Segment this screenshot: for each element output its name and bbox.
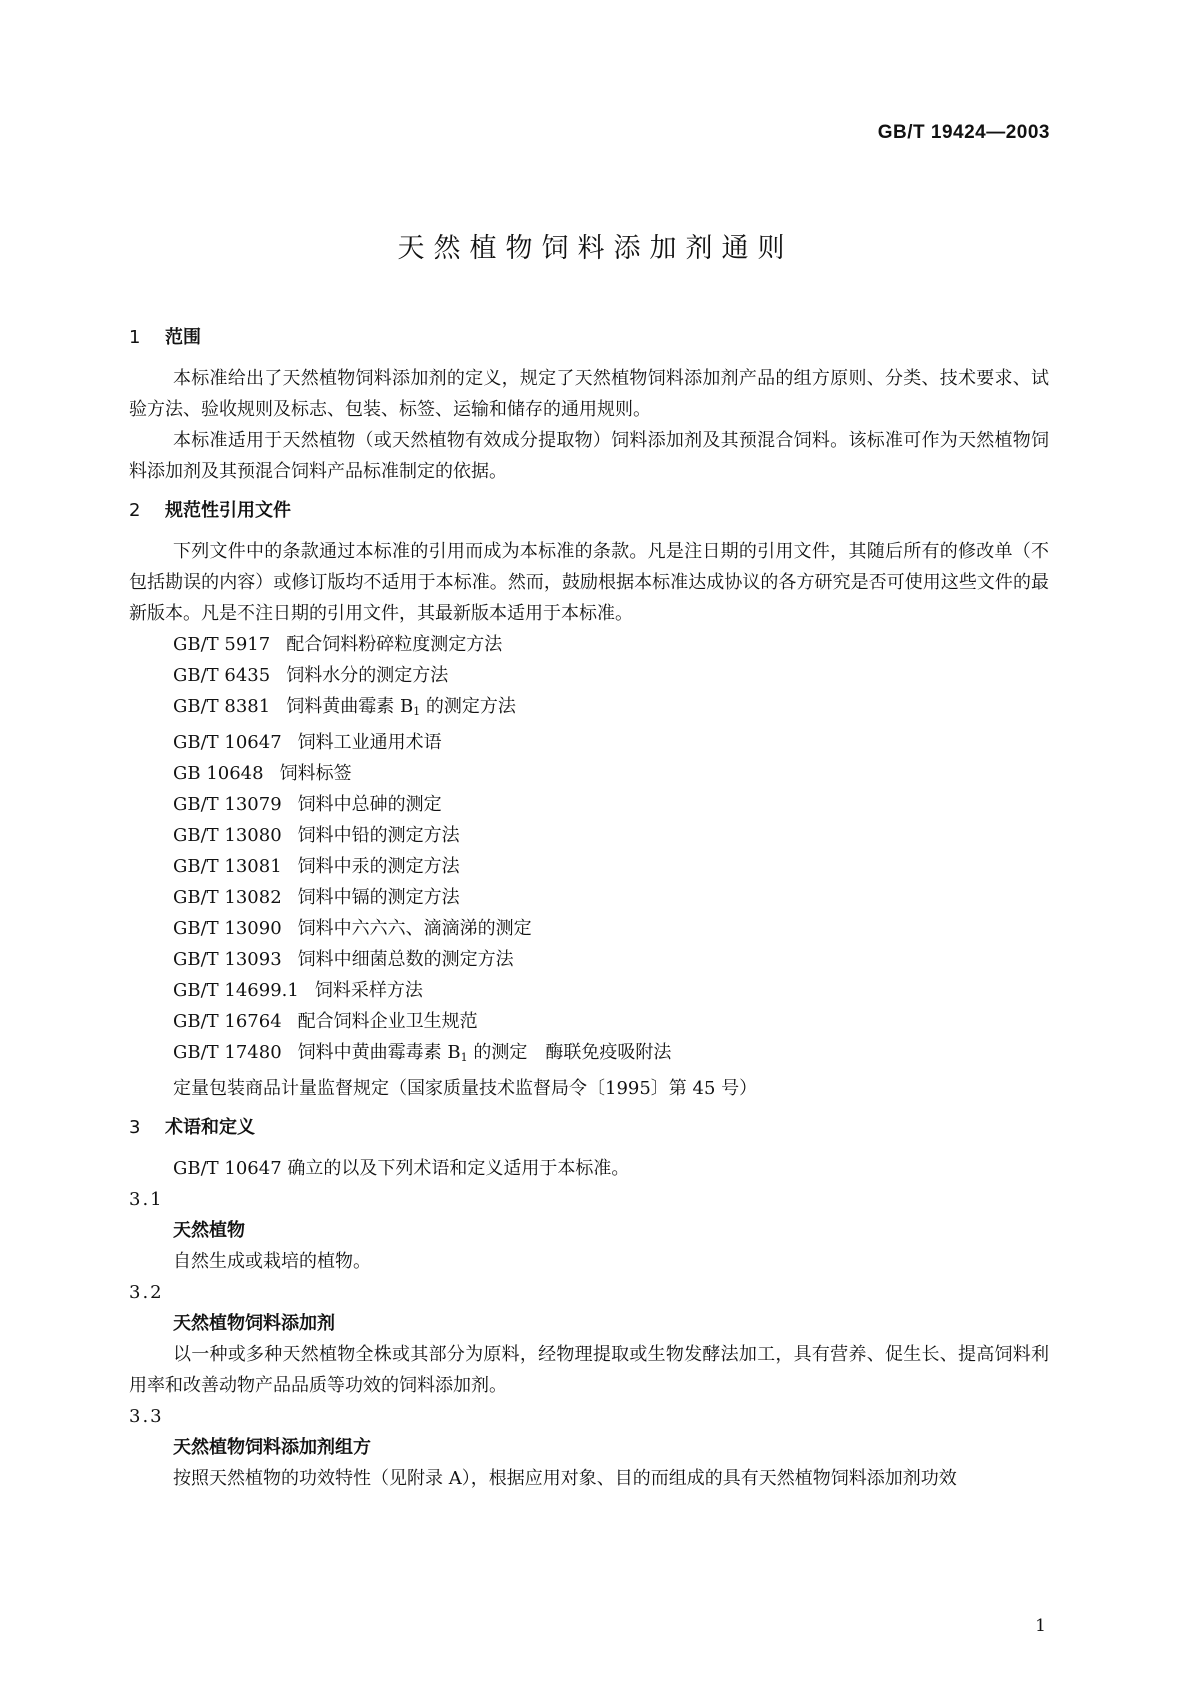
- reference-title: 饲料采样方法: [314, 980, 423, 1001]
- clause-number: 3.2: [129, 1282, 164, 1303]
- term-definition: 按照天然植物的功效特性（见附录 A），根据应用对象、目的而组成的具有天然植物饲料添加剂功效: [173, 1468, 957, 1489]
- paragraph: GB/T 10647 确立的以及下列术语和定义适用于本标准。: [173, 1158, 630, 1179]
- reference-code: GB/T 13093: [173, 949, 282, 970]
- reference-code: GB/T 8381: [173, 696, 271, 717]
- reference-title-rest: 的测定 酶联免疫吸附法: [467, 1042, 672, 1063]
- subscript: 1: [460, 1051, 468, 1064]
- reference-item: [129, 727, 1049, 758]
- term-entry: [129, 1184, 1049, 1277]
- section-1-heading: [129, 322, 1049, 353]
- reference-code: GB/T 5917: [173, 634, 271, 655]
- reference-title: 饲料中铅的测定方法: [297, 825, 460, 846]
- reference-item: [129, 851, 1049, 882]
- reference-code: GB/T 16764: [173, 1011, 282, 1032]
- reference-code: GB/T 10647: [173, 732, 282, 753]
- reference-item: [129, 660, 1049, 691]
- reference-code: GB/T 6435: [173, 665, 271, 686]
- reference-title: 饲料水分的测定方法: [286, 665, 449, 686]
- reference-title: 饲料中细菌总数的测定方法: [297, 949, 514, 970]
- reference-item: [129, 975, 1049, 1006]
- section-3-heading: [129, 1112, 1049, 1143]
- reference-regulation: 定量包装商品计量监督规定（国家质量技术监督局令〔1995〕第 45 号）: [173, 1078, 758, 1099]
- clause-number: 3.3: [129, 1406, 164, 1427]
- reference-code: GB 10648: [173, 763, 264, 784]
- page-number: 1: [1035, 1616, 1046, 1636]
- standard-code: GB/T 19424—2003: [877, 122, 1050, 143]
- reference-code: GB/T 13090: [173, 918, 282, 939]
- reference-item: [129, 1037, 1049, 1073]
- paragraph: 本标准适用于天然植物（或天然植物有效成分提取物）饲料添加剂及其预混合饲料。该标准可作为天然植物饲料添加剂及其预混合饲料产品标准制定的依据。: [129, 430, 1049, 482]
- section-number: 3: [129, 1117, 141, 1138]
- reference-item: [129, 944, 1049, 975]
- document-title: 天然植物饲料添加剂通则: [397, 233, 794, 264]
- normative-reference-list: [129, 629, 1049, 1104]
- term-name: 天然植物饲料添加剂: [173, 1313, 335, 1334]
- term-definition: 以一种或多种天然植物全株或其部分为原料，经物理提取或生物发酵法加工，具有营养、促生长、提高饲料利用率和改善动物产品品质等功效的饲料添加剂。: [129, 1344, 1049, 1396]
- reference-title: 饲料中黄曲霉毒素 B: [297, 1042, 461, 1063]
- document-body: [129, 322, 1049, 1494]
- reference-item: [129, 629, 1049, 660]
- reference-code: GB/T 14699.1: [173, 980, 299, 1001]
- term-name: 天然植物饲料添加剂组方: [173, 1437, 371, 1458]
- term-entry: [129, 1401, 1049, 1494]
- reference-title: 饲料工业通用术语: [297, 732, 442, 753]
- reference-item: [129, 820, 1049, 851]
- reference-code: GB/T 13081: [173, 856, 282, 877]
- reference-title: 饲料中总砷的测定: [297, 794, 442, 815]
- paragraph: 本标准给出了天然植物饲料添加剂的定义，规定了天然植物饲料添加剂产品的组方原则、分类、技术要求、试验方法、验收规则及标志、包装、标签、运输和储存的通用规则。: [129, 368, 1049, 420]
- section-title: 范围: [165, 327, 201, 348]
- paragraph: 下列文件中的条款通过本标准的引用而成为本标准的条款。凡是注日期的引用文件，其随后所有的修改单（不包括勘误的内容）或修订版均不适用于本标准。然而，鼓励根据本标准达成协议的各方研究是否可使用这些文件的最新版本。凡是不注日期的引用文件，其最新版本适用于本标准。: [129, 541, 1049, 624]
- term-entry: [129, 1277, 1049, 1401]
- section-2-heading: [129, 495, 1049, 526]
- section-title: 术语和定义: [165, 1117, 255, 1138]
- reference-title: 饲料中镉的测定方法: [297, 887, 460, 908]
- subscript: 1: [413, 705, 421, 718]
- reference-item: [129, 882, 1049, 913]
- reference-item: [129, 1006, 1049, 1037]
- section-title: 规范性引用文件: [165, 500, 291, 521]
- reference-title: 配合饲料粉碎粒度测定方法: [286, 634, 503, 655]
- clause-number: 3.1: [129, 1189, 164, 1210]
- reference-item: [129, 789, 1049, 820]
- reference-code: GB/T 13080: [173, 825, 282, 846]
- reference-item: [129, 913, 1049, 944]
- reference-title: 配合饲料企业卫生规范: [297, 1011, 478, 1032]
- term-definition: 自然生成或栽培的植物。: [173, 1251, 371, 1272]
- reference-item: [129, 758, 1049, 789]
- reference-title: 饲料中汞的测定方法: [297, 856, 460, 877]
- reference-item: [129, 691, 1049, 727]
- reference-title: 饲料中六六六、滴滴涕的测定: [297, 918, 532, 939]
- term-name: 天然植物: [173, 1220, 245, 1241]
- reference-title: 饲料黄曲霉素 B: [286, 696, 414, 717]
- reference-title-rest: 的测定方法: [420, 696, 516, 717]
- reference-code: GB/T 13082: [173, 887, 282, 908]
- section-number: 2: [129, 500, 141, 521]
- section-number: 1: [129, 327, 141, 348]
- reference-code: GB/T 17480: [173, 1042, 282, 1063]
- reference-code: GB/T 13079: [173, 794, 282, 815]
- reference-title: 饲料标签: [279, 763, 352, 784]
